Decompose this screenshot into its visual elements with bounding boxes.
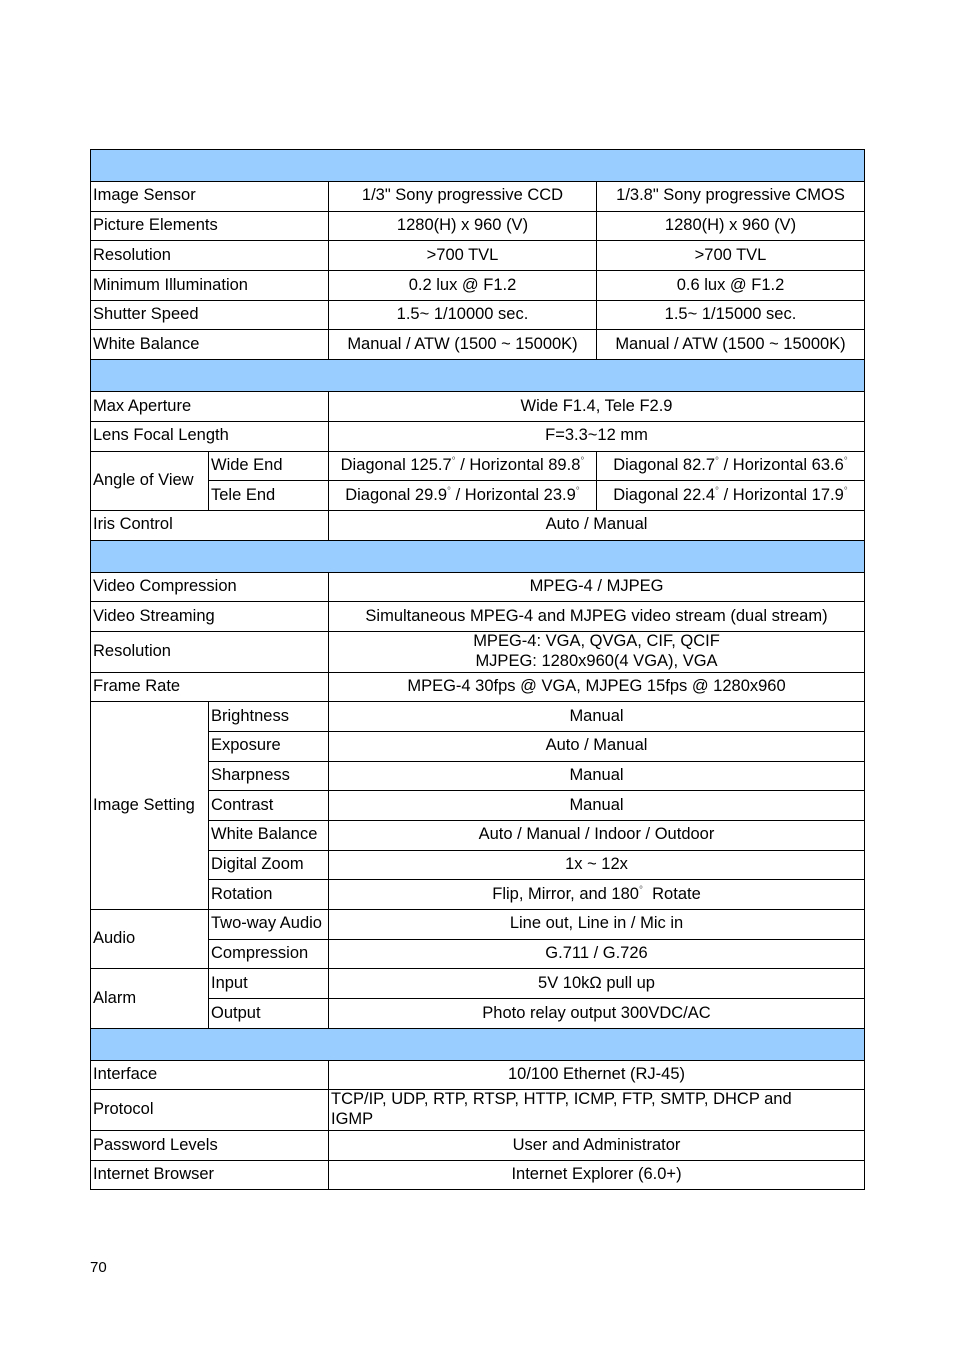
row-label: Password Levels bbox=[91, 1131, 329, 1161]
sub-label: Rotation bbox=[209, 880, 329, 910]
value-part: / Horizontal 89.8 bbox=[455, 455, 581, 474]
cell-value: Manual bbox=[329, 702, 865, 732]
row-label: Angle of View bbox=[91, 451, 209, 510]
row-label: Picture Elements bbox=[91, 211, 329, 241]
cell-value: 1x ~ 12x bbox=[329, 850, 865, 880]
cell-value: 1280(H) x 960 (V) bbox=[597, 211, 865, 241]
sub-label: Two-way Audio bbox=[209, 910, 329, 940]
cell-value bbox=[329, 451, 597, 481]
value-part: Flip, Mirror, and 180 bbox=[492, 884, 639, 903]
cell-value: 1.5~ 1/15000 sec. bbox=[597, 300, 865, 330]
value-part: Diagonal 125.7 bbox=[340, 455, 452, 474]
table-row bbox=[91, 572, 865, 602]
sub-label: Tele End bbox=[209, 481, 329, 511]
sub-label: Digital Zoom bbox=[209, 850, 329, 880]
cell-value: Photo relay output 300VDC/AC bbox=[329, 999, 865, 1029]
value-part: Diagonal 29.9 bbox=[345, 485, 448, 504]
row-label: Shutter Speed bbox=[91, 300, 329, 330]
table-row bbox=[91, 602, 865, 632]
value-line: TCP/IP, UDP, RTP, RTSP, HTTP, ICMP, FTP, SMTP, DHCP and bbox=[331, 1090, 792, 1109]
sub-label: Input bbox=[209, 969, 329, 999]
sub-label: Compression bbox=[209, 939, 329, 969]
table-row bbox=[91, 910, 865, 940]
table-row bbox=[91, 182, 865, 212]
cell-value: Auto / Manual bbox=[329, 731, 865, 761]
row-label: Minimum Illumination bbox=[91, 271, 329, 301]
table-row bbox=[91, 631, 865, 672]
cell-value: Manual / ATW (1500 ~ 15000K) bbox=[329, 330, 597, 360]
table-row bbox=[91, 1131, 865, 1161]
sub-label: Brightness bbox=[209, 702, 329, 732]
table-row bbox=[91, 702, 865, 732]
degree-symbol: ° bbox=[451, 455, 456, 467]
cell-value: F=3.3~12 mm bbox=[329, 421, 865, 451]
cell-value: MPEG-4 / MJPEG bbox=[329, 572, 865, 602]
cell-value: Manual bbox=[329, 761, 865, 791]
table-row bbox=[91, 330, 865, 360]
table-row bbox=[91, 510, 865, 540]
row-label: Resolution bbox=[91, 631, 329, 672]
degree-symbol: ° bbox=[843, 485, 848, 497]
value-part: / Horizontal 63.6 bbox=[719, 455, 844, 474]
row-label: Protocol bbox=[91, 1090, 329, 1131]
cell-value: G.711 / G.726 bbox=[329, 939, 865, 969]
cell-value: Manual bbox=[329, 791, 865, 821]
row-label: Internet Browser bbox=[91, 1160, 329, 1190]
cell-value: Auto / Manual bbox=[329, 510, 865, 540]
table-row bbox=[91, 271, 865, 301]
table-row bbox=[91, 672, 865, 702]
table-row bbox=[91, 211, 865, 241]
value-part: Rotate bbox=[642, 884, 701, 903]
value-part: Diagonal 82.7 bbox=[613, 455, 716, 474]
degree-symbol: ° bbox=[638, 884, 643, 896]
cell-value: Line out, Line in / Mic in bbox=[329, 910, 865, 940]
table-row bbox=[91, 421, 865, 451]
value-part: / Horizontal 23.9 bbox=[451, 485, 576, 504]
cell-value: User and Administrator bbox=[329, 1131, 865, 1161]
cell-value bbox=[597, 481, 865, 511]
value-line: MPEG-4: VGA, QVGA, CIF, QCIF bbox=[473, 631, 720, 650]
value-line: IGMP bbox=[331, 1110, 374, 1129]
section-band-camera bbox=[91, 150, 865, 182]
page-number: 70 bbox=[90, 1259, 107, 1276]
cell-value: Internet Explorer (6.0+) bbox=[329, 1160, 865, 1190]
section-band-video bbox=[91, 540, 865, 572]
cell-value: 0.2 lux @ F1.2 bbox=[329, 271, 597, 301]
degree-symbol: ° bbox=[843, 455, 848, 467]
sub-label: Wide End bbox=[209, 451, 329, 481]
cell-value: 1280(H) x 960 (V) bbox=[329, 211, 597, 241]
cell-value bbox=[329, 1090, 865, 1131]
table-row bbox=[91, 392, 865, 422]
cell-value bbox=[329, 631, 865, 672]
table-row bbox=[91, 241, 865, 271]
cell-value: >700 TVL bbox=[329, 241, 597, 271]
row-label: Image Setting bbox=[91, 702, 209, 910]
row-label: Image Sensor bbox=[91, 182, 329, 212]
degree-symbol: ° bbox=[447, 485, 452, 497]
degree-symbol: ° bbox=[715, 485, 720, 497]
cell-value: 1.5~ 1/10000 sec. bbox=[329, 300, 597, 330]
cell-value: 0.6 lux @ F1.2 bbox=[597, 271, 865, 301]
table-row bbox=[91, 1160, 865, 1190]
cell-value: 1/3.8" Sony progressive CMOS bbox=[597, 182, 865, 212]
cell-value: Wide F1.4, Tele F2.9 bbox=[329, 392, 865, 422]
row-label: Audio bbox=[91, 910, 209, 969]
row-label: Resolution bbox=[91, 241, 329, 271]
table-row bbox=[91, 1090, 865, 1131]
section-band-lens bbox=[91, 360, 865, 392]
section-band-network bbox=[91, 1028, 865, 1060]
sub-label: Sharpness bbox=[209, 761, 329, 791]
table-row bbox=[91, 451, 865, 481]
row-label: Max Aperture bbox=[91, 392, 329, 422]
row-label: Video Compression bbox=[91, 572, 329, 602]
table-row bbox=[91, 1060, 865, 1090]
cell-value bbox=[597, 451, 865, 481]
sub-label: White Balance bbox=[209, 820, 329, 850]
row-label: Lens Focal Length bbox=[91, 421, 329, 451]
specification-table bbox=[90, 149, 865, 1190]
cell-value: >700 TVL bbox=[597, 241, 865, 271]
sub-label: Contrast bbox=[209, 791, 329, 821]
row-label: White Balance bbox=[91, 330, 329, 360]
sub-label: Output bbox=[209, 999, 329, 1029]
value-part: / Horizontal 17.9 bbox=[719, 485, 844, 504]
row-label: Video Streaming bbox=[91, 602, 329, 632]
degree-symbol: ° bbox=[575, 485, 580, 497]
row-label: Iris Control bbox=[91, 510, 329, 540]
value-part: Diagonal 22.4 bbox=[613, 485, 716, 504]
table-row bbox=[91, 300, 865, 330]
row-label: Frame Rate bbox=[91, 672, 329, 702]
cell-value: 10/100 Ethernet (RJ-45) bbox=[329, 1060, 865, 1090]
cell-value: MPEG-4 30fps @ VGA, MJPEG 15fps @ 1280x960 bbox=[329, 672, 865, 702]
cell-value bbox=[329, 880, 865, 910]
table-row bbox=[91, 969, 865, 999]
cell-value bbox=[329, 481, 597, 511]
degree-symbol: ° bbox=[580, 455, 585, 467]
cell-value: 1/3" Sony progressive CCD bbox=[329, 182, 597, 212]
row-label: Interface bbox=[91, 1060, 329, 1090]
cell-value: 5V 10kΩ pull up bbox=[329, 969, 865, 999]
cell-value: Simultaneous MPEG-4 and MJPEG video stream (dual stream) bbox=[329, 602, 865, 632]
row-label: Alarm bbox=[91, 969, 209, 1028]
cell-value: Manual / ATW (1500 ~ 15000K) bbox=[597, 330, 865, 360]
value-line: MJPEG: 1280x960(4 VGA), VGA bbox=[475, 651, 718, 670]
cell-value: Auto / Manual / Indoor / Outdoor bbox=[329, 820, 865, 850]
sub-label: Exposure bbox=[209, 731, 329, 761]
degree-symbol: ° bbox=[715, 455, 720, 467]
